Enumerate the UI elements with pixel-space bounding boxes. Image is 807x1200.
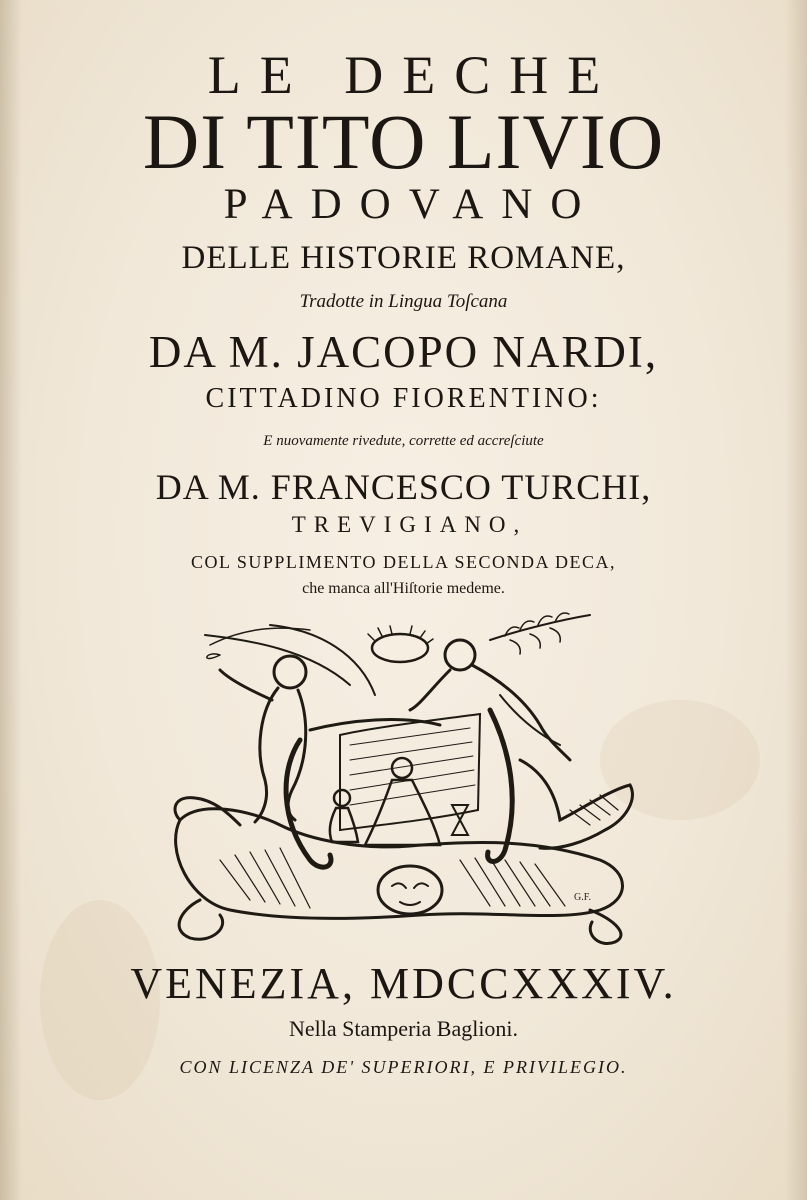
title-line-trevigiano: TREVIGIANO,	[291, 512, 528, 537]
engraver-mark: G.F.	[574, 892, 591, 903]
title-line-rivedute: E nuovamente rivedute, corrette ed accreſciute	[263, 433, 544, 449]
title-line-deche: LE DECHE	[207, 45, 620, 105]
title-line-historie: DELLE HISTORIE ROMANE,	[181, 240, 626, 276]
imprint-license: CON LICENZA DE' SUPERIORI, E PRIVILEGIO.	[179, 1057, 628, 1077]
title-line-nardi: DA M. JACOPO NARDI,	[148, 327, 659, 377]
imprint-printer: Nella Stamperia Baglioni.	[288, 1016, 519, 1041]
title-line-manca: che manca all'Hiſtorie medeme.	[302, 580, 505, 597]
imprint-city-year: VENEZIA, MDCCXXXIV.	[130, 959, 677, 1008]
title-line-tito-livio: DI TITO LIVIO	[142, 98, 665, 185]
title-line-turchi: DA M. FRANCESCO TURCHI,	[155, 467, 652, 507]
title-line-cittadino: CITTADINO FIORENTINO:	[205, 383, 602, 414]
title-line-padovano: PADOVANO	[223, 181, 600, 228]
title-line-supplimento: COL SUPPLIMENTO DELLA SECONDA DECA,	[190, 552, 617, 572]
title-line-tradotte: Tradotte in Lingua Toſcana	[299, 291, 508, 312]
